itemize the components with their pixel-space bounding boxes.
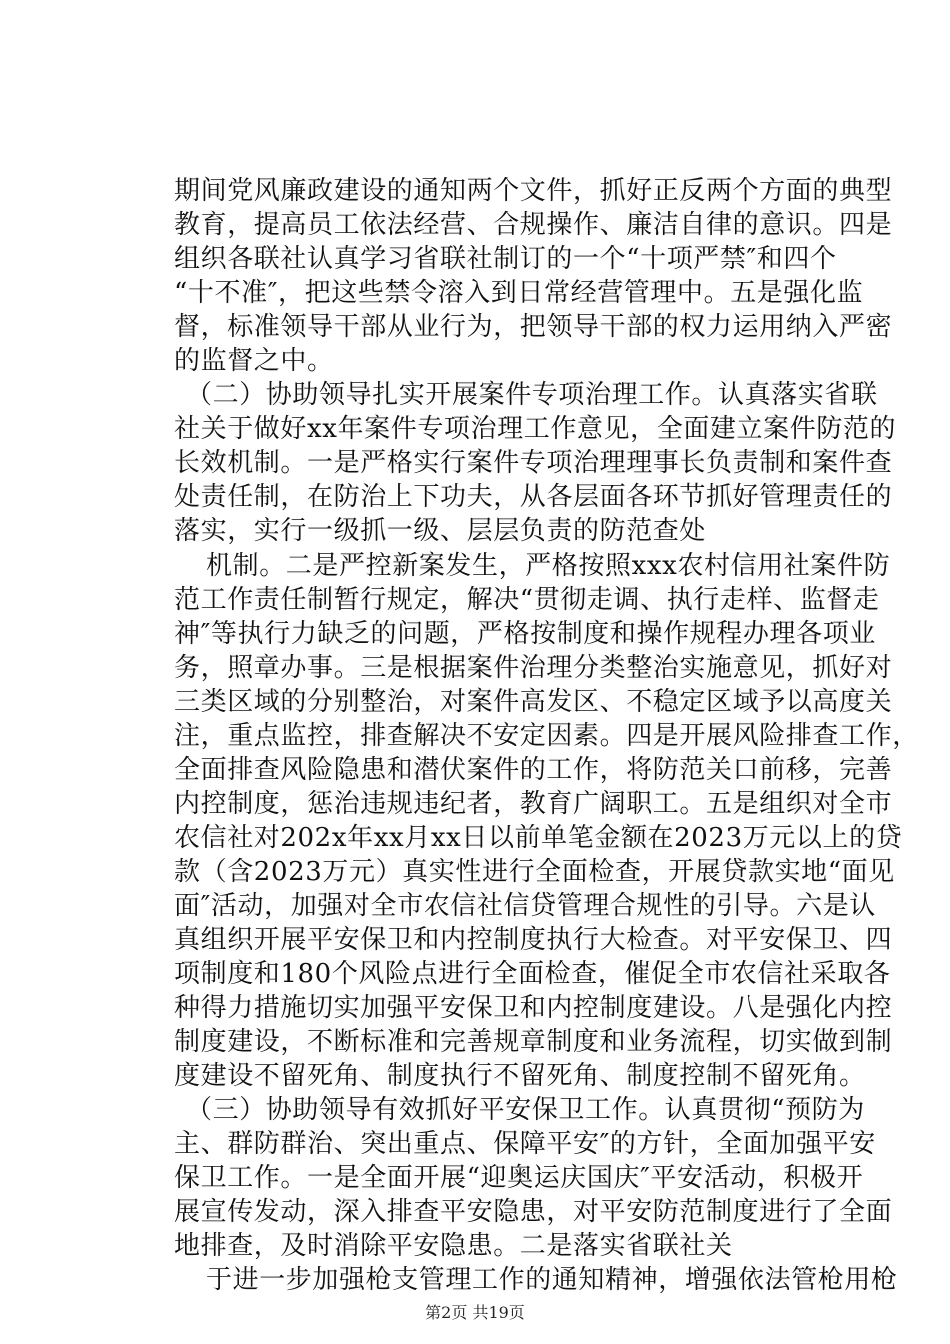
text-line: 度建设不留死角、制度执行不留死角、制度控制不留死角。: [174, 1061, 866, 1091]
text-line: 主、群防群治、突出重点、保障平安″的方针，全面加强平安: [174, 1129, 876, 1159]
text-line: 三类区域的分别整治，对案件高发区、不稳定区域予以高度关: [174, 687, 893, 717]
text-line: 展宣传发动，深入排查平安隐患，对平安防范制度进行了全面: [174, 1197, 893, 1227]
text-line: 务，照章办事。三是根据案件治理分类整治实施意见，抓好对: [174, 653, 893, 683]
text-line: 地排查，及时消除平安隐患。二是落实省联社关: [174, 1231, 733, 1261]
text-line: 教育，提高员工依法经营、合规操作、廉洁自律的意识。四是: [174, 210, 893, 240]
text-line: （二）协助领导扎实开展案件专项治理工作。认真落实省联: [186, 380, 878, 410]
text-line: 真组织开展平安保卫和内控制度执行大检查。对平安保卫、四: [174, 925, 893, 955]
text-line: 面″活动，加强对全市农信社信贷管理合规性的引导。六是认: [174, 891, 876, 921]
text-line: 款（含2023万元）真实性进行全面检查，开展贷款实地“面见: [174, 857, 895, 887]
text-line: 机制。二是严控新案发生，严格按照xxx农村信用社案件防: [206, 551, 891, 581]
text-line: 长效机制。一是严格实行案件专项治理理事长负责制和案件查: [174, 448, 893, 478]
text-line: 处责任制，在防治上下功夫，从各层面各环节抓好管理责任的: [174, 482, 893, 512]
text-line: 社关于做好xx年案件专项治理工作意见，全面建立案件防范的: [174, 414, 897, 444]
page-number-footer: 第2页 共19页: [425, 1303, 525, 1322]
text-line: 内控制度，惩治违规违纪者，教育广阔职工。五是组织对全市: [174, 789, 893, 819]
text-line: 于进一步加强枪支管理工作的通知精神，增强依法管枪用枪: [206, 1265, 898, 1295]
text-line: 神″等执行力缺乏的问题，严格按制度和操作规程办理各项业: [174, 619, 876, 649]
text-line: 组织各联社认真学习省联社制订的一个“十项严禁″和四个: [174, 244, 837, 274]
text-line: （三）协助领导有效抓好平安保卫工作。认真贯彻“预防为: [186, 1095, 865, 1125]
text-line: 注，重点监控，排查解决不安定因素。四是开展风险排查工作，: [174, 721, 919, 751]
text-line: 制度建设，不断标准和完善规章制度和业务流程，切实做到制: [174, 1027, 893, 1057]
text-line: 全面排查风险隐患和潜伏案件的工作，将防范关口前移，完善: [174, 755, 893, 785]
text-line: “十不准″，把这些禁令溶入到日常经营管理中。五是强化监: [174, 278, 864, 308]
text-line: 种得力措施切实加强平安保卫和内控制度建设。八是强化内控: [174, 993, 893, 1023]
text-line: 落实，实行一级抓一级、层层负责的防范查处: [174, 516, 707, 546]
text-line: 督，标准领导干部从业行为，把领导干部的权力运用纳入严密: [174, 312, 893, 342]
text-line: 项制度和180个风险点进行全面检查，催促全市农信社采取各: [174, 959, 891, 989]
text-line: 范工作责任制暂行规定，解决“贯彻走调、执行走样、监督走: [174, 585, 880, 615]
text-line: 的监督之中。: [174, 346, 334, 376]
text-line: 保卫工作。一是全面开展“迎奥运庆国庆″平安活动，积极开: [174, 1163, 864, 1193]
text-line: 农信社对202x年xx月xx日以前单笔金额在2023万元以上的贷: [174, 823, 903, 853]
text-line: 期间党风廉政建设的通知两个文件，抓好正反两个方面的典型: [174, 176, 893, 206]
